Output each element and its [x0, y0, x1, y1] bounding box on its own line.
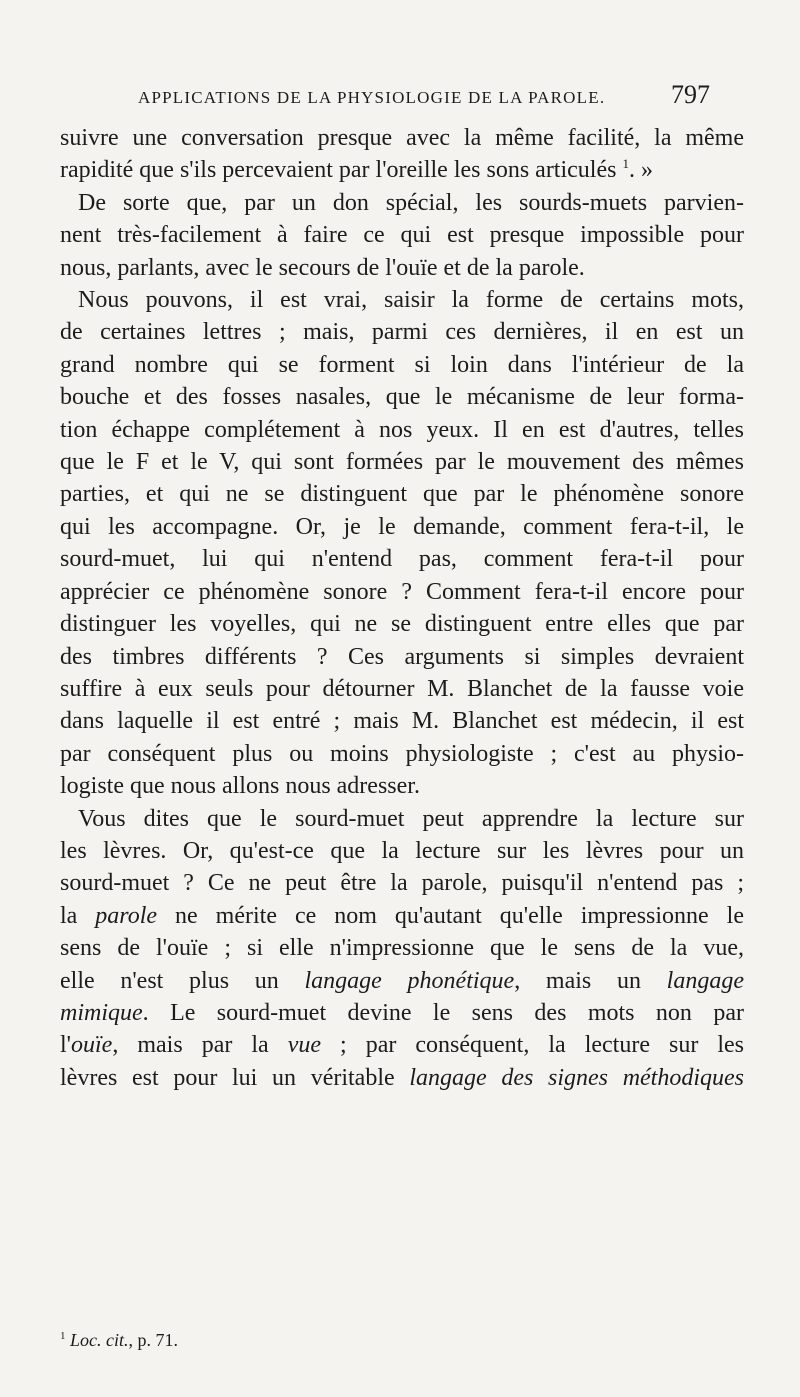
- text-line: Vous dites que le sourd-muet peut apprendre la lecture sur: [78, 805, 744, 832]
- footnote-citation: Loc. cit.: [70, 1330, 129, 1350]
- text-line: nous, parlants, avec le secours de l'ouïe et de la parole.: [60, 254, 585, 281]
- footnote-marker: 1: [60, 1330, 66, 1342]
- italic-term: mimique: [60, 999, 143, 1026]
- text-line: [60, 965, 744, 997]
- page-number: 797: [671, 80, 710, 109]
- text-line: sourd-muet, lui qui n'entend pas, comment fera-t-il pour: [60, 546, 744, 573]
- text-segment: rapidité que s'ils percevaient par l'oreille les sons articulés: [60, 157, 617, 184]
- text-line: bouche et des fosses nasales, que le mécanisme de leur forma-: [60, 384, 744, 411]
- text-line: qui les accompagne. Or, je le demande, comment fera-t-il, le: [60, 513, 744, 540]
- text-segment: ne mérite ce nom qu'autant qu'elle impressionne le: [157, 902, 744, 929]
- text-line: suivre une conversation presque avec la même facilité, la même: [60, 125, 744, 151]
- italic-term: parole: [95, 902, 158, 929]
- text-line: logiste que nous allons nous adresser.: [60, 773, 420, 800]
- text-line: de certaines lettres ; mais, parmi ces dernières, il en est un: [60, 319, 744, 346]
- text-line: des timbres différents ? Ces arguments si simples devraient: [60, 643, 744, 670]
- text-line: De sorte que, par un don spécial, les sourds-muets parvien-: [78, 189, 744, 216]
- paragraph-2: [60, 187, 744, 284]
- text-line: [60, 900, 744, 932]
- text-line: parties, et qui ne se distinguent que par le phénomène sonore: [60, 481, 744, 508]
- text-line: [60, 997, 744, 1029]
- text-segment: lèvres est pour lui un véritable: [60, 1064, 410, 1091]
- running-title: APPLICATIONS DE LA PHYSIOLOGIE DE LA PAROLE.: [138, 88, 606, 107]
- text-line: [60, 154, 744, 186]
- italic-term: langage des signes méthodiques: [409, 1064, 745, 1091]
- text-line: apprécier ce phénomène sonore ? Comment fera-t-il encore pour: [60, 578, 744, 605]
- italic-term: ouïe: [71, 1032, 113, 1059]
- text-line: nent très-facilement à faire ce qui est presque impossible pour: [60, 222, 744, 249]
- paragraph-3: [60, 284, 744, 803]
- footnote-text: , p. 71.: [128, 1330, 178, 1350]
- text-segment: la: [60, 902, 96, 929]
- text-line: dans laquelle il est entré ; mais M. Blanchet est médecin, il est: [60, 708, 744, 735]
- page-header: [138, 80, 710, 120]
- text-segment: . Le sourd-muet devine le sens des mots non par: [142, 999, 744, 1026]
- text-line: Nous pouvons, il est vrai, saisir la forme de certains mots,: [78, 287, 744, 314]
- text-line: [60, 1029, 744, 1061]
- text-line: suffire à eux seuls pour détourner M. Blanchet de la fausse voie: [60, 675, 744, 702]
- footnote: [60, 1330, 178, 1351]
- text-segment: , mais par la: [112, 1032, 288, 1059]
- text-segment: l': [60, 1032, 71, 1059]
- text-line: que le F et le V, qui sont formées par le mouvement des mêmes: [60, 449, 744, 476]
- paragraph-4: [60, 803, 744, 1095]
- italic-term: langage: [666, 967, 744, 994]
- text-line: sourd-muet ? Ce ne peut être la parole, puisqu'il n'entend pas ;: [60, 870, 744, 897]
- italic-term: vue: [287, 1032, 322, 1059]
- body-text: [60, 122, 744, 1094]
- text-line: les lèvres. Or, qu'est-ce que la lecture sur les lèvres pour un: [60, 837, 744, 864]
- italic-term: langage phonétique: [304, 967, 515, 994]
- text-line: par conséquent plus ou moins physiologiste ; c'est au physio-: [60, 740, 744, 767]
- text-segment: elle n'est plus un: [60, 967, 305, 994]
- text-segment: ; par conséquent, la lecture sur les: [321, 1032, 745, 1059]
- text-segment: . »: [628, 157, 653, 184]
- text-line: sens de l'ouïe ; si elle n'impressionne que le sens de la vue,: [60, 935, 744, 962]
- text-line: [60, 1062, 744, 1094]
- footnote-ref: 1: [622, 156, 629, 172]
- text-segment: , mais un: [514, 967, 667, 994]
- paragraph-1: [60, 122, 744, 187]
- text-line: distinguer les voyelles, qui ne se distinguent entre elles que par: [60, 611, 744, 638]
- text-line: grand nombre qui se forment si loin dans l'intérieur de la: [60, 351, 744, 378]
- text-line: tion échappe complétement à nos yeux. Il en est d'autres, telles: [60, 416, 744, 443]
